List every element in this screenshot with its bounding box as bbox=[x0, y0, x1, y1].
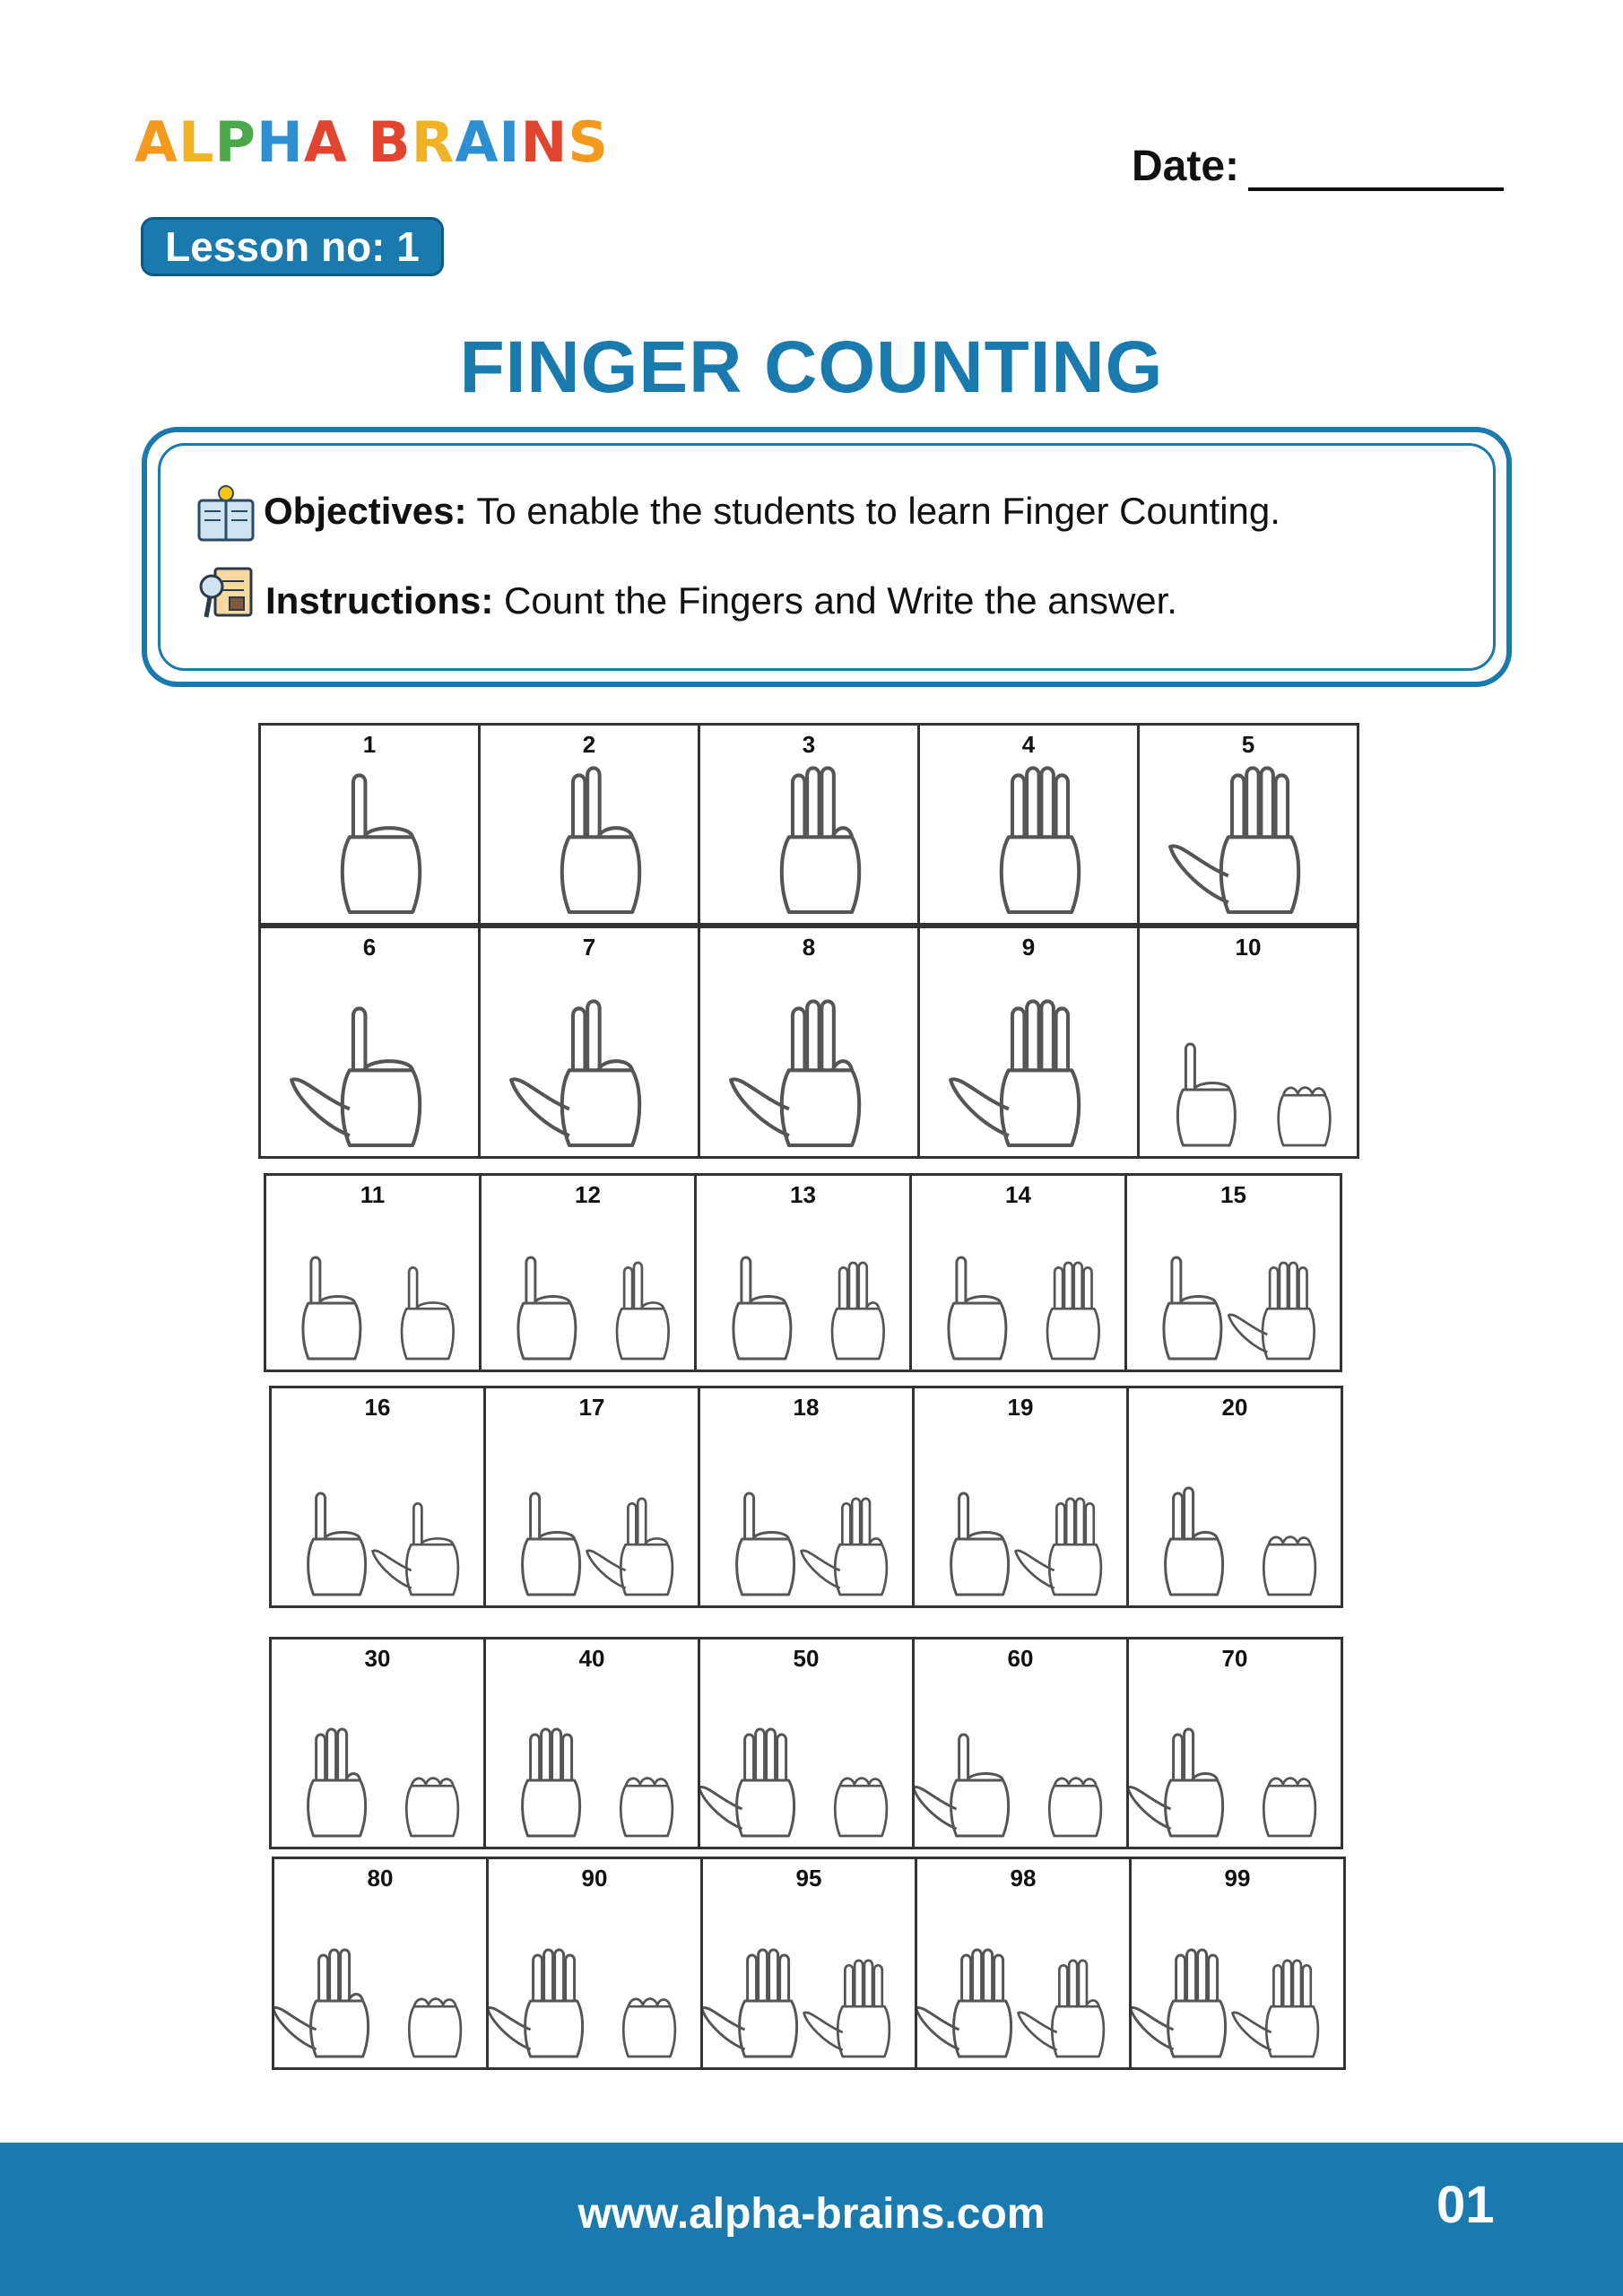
counting-cell bbox=[479, 1173, 697, 1372]
hand-illustration bbox=[920, 726, 1142, 928]
hand-outline bbox=[343, 775, 420, 912]
hand-outline bbox=[700, 1729, 794, 1836]
cell-number: 5 bbox=[1241, 731, 1255, 758]
hand-outline bbox=[1263, 1779, 1315, 1836]
cell-number: 15 bbox=[1220, 1181, 1246, 1208]
hand-outline bbox=[1015, 1499, 1100, 1595]
objectives-text: To enable the students to learn Finger Counting. bbox=[476, 490, 1280, 532]
counting-cell bbox=[698, 723, 920, 926]
cell-number: 98 bbox=[1010, 1865, 1037, 1892]
cell-number: 40 bbox=[578, 1645, 605, 1672]
cell-number: 90 bbox=[581, 1865, 608, 1892]
hand-outline bbox=[1177, 1044, 1235, 1145]
date-field bbox=[1132, 142, 1504, 191]
hand-outline bbox=[801, 1499, 886, 1595]
counting-cell bbox=[912, 1637, 1129, 1849]
counting-cell bbox=[1129, 1857, 1346, 2070]
hand-illustration bbox=[1127, 1176, 1345, 1375]
cell-number: 30 bbox=[364, 1645, 391, 1672]
website-url[interactable]: www.alpha-brains.com bbox=[577, 2190, 1046, 2238]
cell-number: 17 bbox=[578, 1394, 605, 1421]
counting-cell bbox=[698, 926, 920, 1159]
hand-illustration bbox=[700, 928, 923, 1161]
objectives-box bbox=[142, 427, 1512, 687]
hand-illustration bbox=[486, 1639, 703, 1852]
hand-outline bbox=[1049, 1779, 1101, 1836]
hand-outline bbox=[915, 1735, 1009, 1836]
hand-illustration bbox=[1132, 1859, 1349, 2073]
hand-outline bbox=[1132, 1950, 1226, 2057]
counting-cell bbox=[269, 1637, 486, 1849]
hand-outline bbox=[621, 1779, 673, 1836]
counting-cell bbox=[269, 1386, 486, 1608]
hand-illustration bbox=[912, 1176, 1130, 1375]
hand-outline bbox=[1228, 1263, 1314, 1359]
cell-number: 6 bbox=[362, 934, 377, 961]
hand-outline bbox=[291, 1008, 420, 1145]
instructions-text: Count the Fingers and Write the answer. bbox=[504, 579, 1177, 622]
hand-outline bbox=[623, 1999, 675, 2057]
cell-number: 4 bbox=[1021, 731, 1036, 758]
counting-cell bbox=[483, 1637, 700, 1849]
hand-outline bbox=[586, 1499, 672, 1595]
lesson-badge: Lesson no: 1 bbox=[141, 217, 444, 276]
cell-number: 1 bbox=[362, 731, 377, 758]
page-number: 01 bbox=[1436, 2176, 1495, 2234]
hand-outline bbox=[308, 1493, 366, 1595]
hand-illustration bbox=[481, 726, 703, 928]
hand-illustration bbox=[1140, 928, 1362, 1161]
hand-outline bbox=[308, 1729, 366, 1836]
hand-illustration bbox=[700, 1388, 917, 1611]
grid-row bbox=[258, 723, 1357, 926]
cell-number: 95 bbox=[795, 1865, 822, 1892]
hand-outline bbox=[1002, 768, 1079, 912]
hand-outline bbox=[511, 1001, 639, 1145]
grid-row bbox=[272, 1857, 1343, 2070]
counting-cell bbox=[1126, 1637, 1343, 1849]
cell-number: 16 bbox=[364, 1394, 391, 1421]
counting-cell bbox=[1137, 926, 1359, 1159]
grid-row bbox=[264, 1173, 1340, 1372]
hand-illustration bbox=[920, 928, 1142, 1161]
hand-illustration bbox=[703, 1859, 920, 2073]
cell-number: 13 bbox=[790, 1181, 816, 1208]
hand-illustration bbox=[266, 1176, 484, 1375]
hand-illustration bbox=[481, 928, 703, 1161]
hand-illustration bbox=[272, 1388, 489, 1611]
hand-outline bbox=[733, 1257, 791, 1359]
hand-outline bbox=[406, 1779, 458, 1836]
hand-illustration bbox=[1129, 1388, 1346, 1611]
cell-number: 3 bbox=[802, 731, 816, 758]
hand-outline bbox=[703, 1950, 797, 2057]
date-label: Date: bbox=[1132, 143, 1240, 190]
hand-outline bbox=[917, 1950, 1011, 2057]
counting-cell bbox=[917, 723, 1140, 926]
cell-number: 14 bbox=[1005, 1181, 1031, 1208]
hand-outline bbox=[1166, 1488, 1223, 1595]
instructions-line bbox=[265, 579, 1177, 622]
cell-number: 2 bbox=[582, 731, 596, 758]
hand-outline bbox=[1263, 1537, 1315, 1595]
hand-illustration bbox=[915, 1639, 1132, 1852]
grid-row bbox=[258, 926, 1357, 1159]
hand-illustration bbox=[917, 1859, 1134, 2073]
cell-number: 60 bbox=[1007, 1645, 1034, 1672]
hand-illustration bbox=[272, 1639, 489, 1852]
hand-outline bbox=[832, 1263, 884, 1359]
hand-outline bbox=[1279, 1088, 1331, 1145]
counting-cell bbox=[478, 926, 700, 1159]
grid-row bbox=[269, 1637, 1341, 1849]
cell-number: 80 bbox=[367, 1865, 394, 1892]
hand-outline bbox=[518, 1257, 576, 1359]
cell-number: 20 bbox=[1221, 1394, 1248, 1421]
counting-cell bbox=[264, 1173, 482, 1372]
date-blank-line[interactable] bbox=[1248, 152, 1504, 191]
cell-number: 11 bbox=[360, 1181, 386, 1208]
hand-illustration bbox=[915, 1388, 1132, 1611]
hand-outline bbox=[835, 1779, 887, 1836]
objectives-line bbox=[264, 490, 1280, 533]
counting-cell bbox=[917, 926, 1140, 1159]
hand-outline bbox=[617, 1263, 669, 1359]
hand-outline bbox=[1129, 1729, 1223, 1836]
hand-illustration bbox=[700, 726, 923, 928]
hand-illustration bbox=[1140, 726, 1362, 928]
cell-number: 70 bbox=[1221, 1645, 1248, 1672]
cell-number: 18 bbox=[793, 1394, 820, 1421]
cell-number: 7 bbox=[582, 934, 596, 961]
grid-row bbox=[269, 1386, 1341, 1608]
counting-cell bbox=[909, 1173, 1127, 1372]
hand-outline bbox=[950, 1001, 1079, 1145]
hand-outline bbox=[949, 1257, 1006, 1359]
counting-cell bbox=[258, 723, 481, 926]
footer-bar bbox=[0, 2143, 1623, 2296]
hand-outline bbox=[1232, 1961, 1317, 2057]
hand-outline bbox=[1047, 1263, 1099, 1359]
counting-cell bbox=[258, 926, 481, 1159]
logo: ALPHA BRAINS bbox=[135, 109, 610, 175]
document-magnifier-icon bbox=[194, 561, 258, 626]
counting-cell bbox=[694, 1173, 912, 1372]
cell-number: 8 bbox=[802, 934, 816, 961]
cell-number: 50 bbox=[793, 1645, 820, 1672]
counting-cell bbox=[1137, 723, 1359, 926]
counting-cell bbox=[700, 1857, 917, 2070]
hand-illustration bbox=[697, 1176, 915, 1375]
counting-cell bbox=[698, 1386, 915, 1608]
hand-illustration bbox=[486, 1388, 703, 1611]
objectives-label: Objectives: bbox=[264, 490, 467, 532]
hand-outline bbox=[737, 1493, 794, 1595]
hand-outline bbox=[274, 1950, 369, 2057]
hand-illustration bbox=[700, 1639, 917, 1852]
hand-illustration bbox=[482, 1176, 699, 1375]
cell-number: 10 bbox=[1235, 934, 1262, 961]
objectives-box-inner-border bbox=[158, 443, 1496, 671]
hand-outline bbox=[303, 1257, 360, 1359]
book-lightbulb-icon bbox=[194, 483, 258, 547]
hand-illustration bbox=[489, 1859, 706, 2073]
counting-cell bbox=[272, 1857, 489, 2070]
instructions-label: Instructions: bbox=[265, 579, 494, 622]
cell-number: 12 bbox=[575, 1181, 601, 1208]
hand-outline bbox=[562, 768, 639, 912]
page-title: FINGER COUNTING bbox=[459, 326, 1164, 408]
counting-cell bbox=[1126, 1386, 1343, 1608]
hand-illustration bbox=[261, 928, 483, 1161]
cell-number: 99 bbox=[1224, 1865, 1251, 1892]
cell-number: 9 bbox=[1021, 934, 1036, 961]
hand-illustration bbox=[274, 1859, 491, 2073]
hand-outline bbox=[372, 1503, 457, 1595]
counting-cell bbox=[698, 1637, 915, 1849]
hand-illustration bbox=[1129, 1639, 1346, 1852]
hand-outline bbox=[489, 1950, 583, 2057]
hand-outline bbox=[1170, 768, 1298, 912]
hand-outline bbox=[523, 1493, 580, 1595]
hand-outline bbox=[1164, 1257, 1221, 1359]
counting-cell bbox=[478, 723, 700, 926]
hand-outline bbox=[402, 1267, 454, 1359]
hand-outline bbox=[951, 1493, 1009, 1595]
hand-outline bbox=[731, 1001, 859, 1145]
counting-cell bbox=[486, 1857, 703, 2070]
counting-cell bbox=[483, 1386, 700, 1608]
counting-cell bbox=[912, 1386, 1129, 1608]
hand-outline bbox=[1018, 1961, 1103, 2057]
hand-outline bbox=[803, 1961, 889, 2057]
counting-cell bbox=[915, 1857, 1132, 2070]
cell-number: 19 bbox=[1007, 1394, 1034, 1421]
hand-outline bbox=[409, 1999, 461, 2057]
counting-cell bbox=[1124, 1173, 1342, 1372]
hand-outline bbox=[523, 1729, 580, 1836]
hand-illustration bbox=[261, 726, 483, 928]
hand-outline bbox=[782, 768, 859, 912]
